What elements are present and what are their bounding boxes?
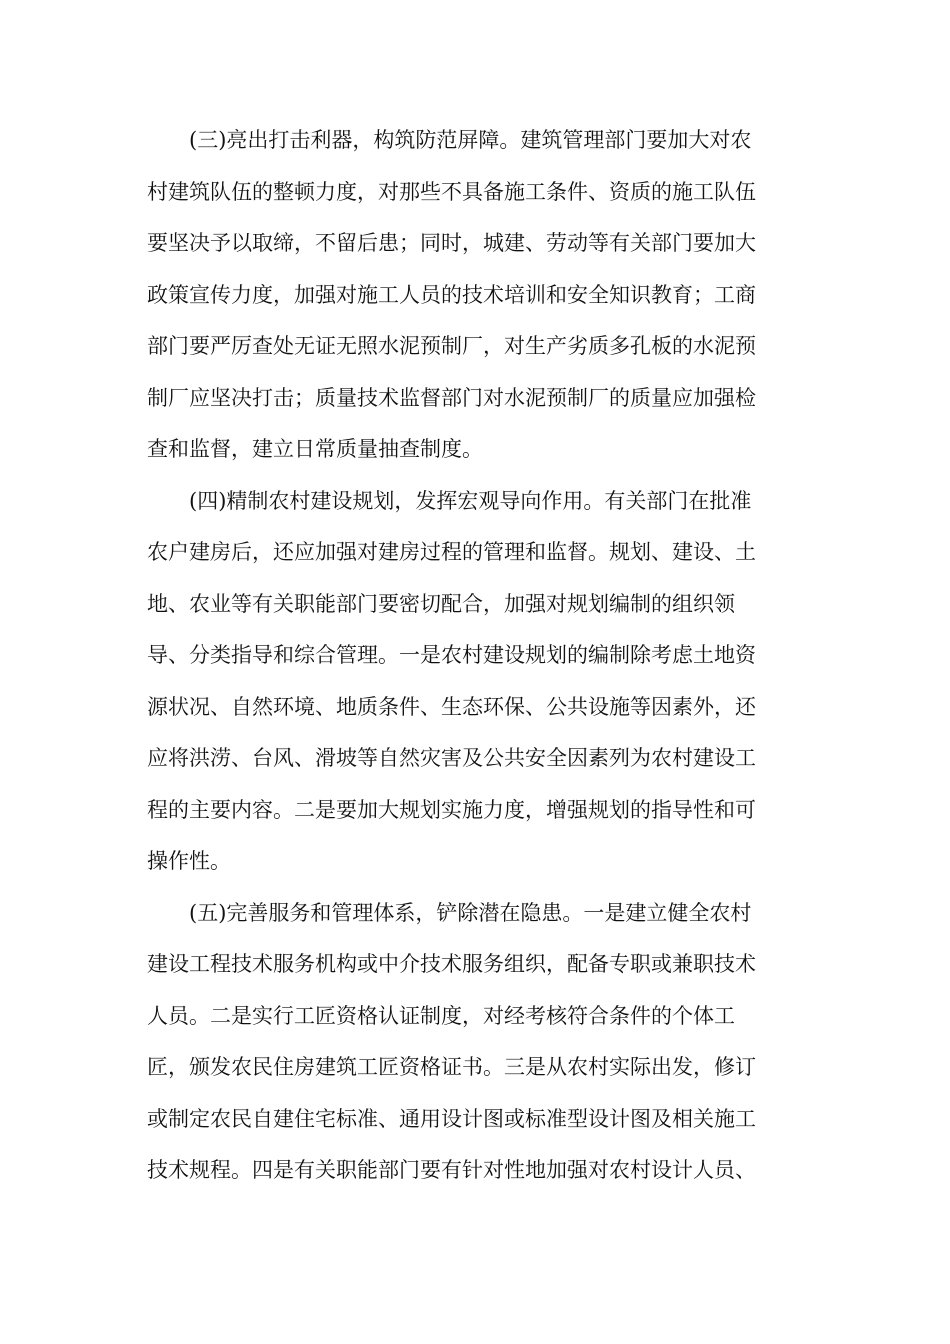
paragraph-5-line-6: 技术规程。四是有关职能部门要有针对性地加强对农村设计人员、	[147, 1158, 756, 1182]
paragraph-3-line-2: 村建筑队伍的整顿力度，对那些不具备施工条件、资质的施工队伍	[147, 180, 756, 204]
paragraph-3-line-4: 政策宣传力度，加强对施工人员的技术培训和安全知识教育；工商	[147, 283, 756, 307]
paragraph-4-line-7: 程的主要内容。二是要加大规划实施力度，增强规划的指导性和可	[147, 798, 756, 822]
paragraph-4-line-6: 应将洪涝、台风、滑坡等自然灾害及公共安全因素列为农村建设工	[147, 746, 756, 770]
paragraph-5-line-3: 人员。二是实行工匠资格认证制度，对经考核符合条件的个体工	[147, 1004, 735, 1028]
paragraph-4-line-3: 地、农业等有关职能部门要密切配合，加强对规划编制的组织领	[147, 592, 735, 616]
paragraph-5-line-4: 匠，颁发农民住房建筑工匠资格证书。三是从农村实际出发，修订	[147, 1055, 756, 1079]
paragraph-3-line-5: 部门要严厉查处无证无照水泥预制厂，对生产劣质多孔板的水泥预	[147, 334, 756, 358]
paragraph-4-line-2: 农户建房后，还应加强对建房过程的管理和监督。规划、建设、土	[147, 540, 756, 564]
paragraph-5-line-1: (五)完善服务和管理体系，铲除潜在隐患。一是建立健全农村	[189, 901, 752, 925]
paragraph-5-line-5: 或制定农民自建住宅标准、通用设计图或标准型设计图及相关施工	[147, 1107, 756, 1131]
paragraph-4-line-8: 操作性。	[147, 849, 231, 873]
paragraph-4-line-1: (四)精制农村建设规划，发挥宏观导向作用。有关部门在批准	[189, 489, 752, 513]
paragraph-5-line-2: 建设工程技术服务机构或中介技术服务组织，配备专职或兼职技术	[147, 952, 756, 976]
paragraph-3-line-7: 查和监督，建立日常质量抽查制度。	[147, 437, 483, 461]
paragraph-4-line-4: 导、分类指导和综合管理。一是农村建设规划的编制除考虑土地资	[147, 643, 756, 667]
paragraph-3-line-3: 要坚决予以取缔，不留后患；同时，城建、劳动等有关部门要加大	[147, 231, 756, 255]
paragraph-4-line-5: 源状况、自然环境、地质条件、生态环保、公共设施等因素外，还	[147, 695, 756, 719]
paragraph-3-line-1: (三)亮出打击利器，构筑防范屏障。建筑管理部门要加大对农	[189, 128, 752, 152]
paragraph-3-line-6: 制厂应坚决打击；质量技术监督部门对水泥预制厂的质量应加强检	[147, 386, 756, 410]
